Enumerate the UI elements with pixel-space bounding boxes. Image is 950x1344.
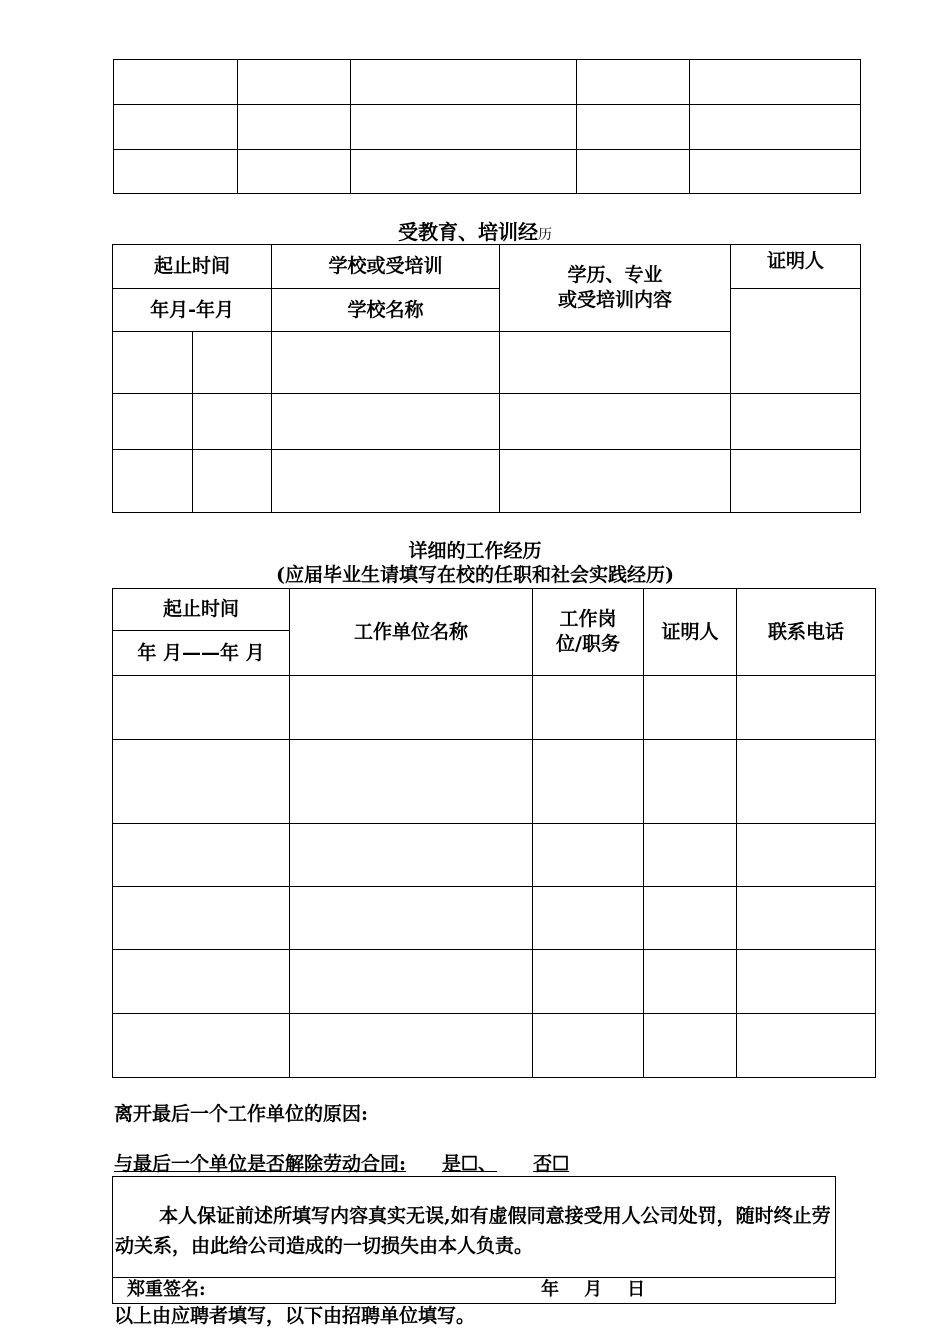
edu-header-major-line2: 或受培训内容 [558,289,673,311]
table-cell[interactable] [290,887,533,950]
table-cell[interactable] [272,450,500,513]
edu-header-school-bottom: 学校名称 [272,289,500,332]
table-cell[interactable] [113,950,290,1014]
edu-header-major [500,245,731,332]
date-month: 月 [584,1279,603,1300]
work-title: 详细的工作经历 [408,540,542,562]
date-year: 年 [541,1279,559,1300]
table-cell[interactable] [113,824,290,887]
table-cell[interactable] [272,394,500,450]
table-cell[interactable] [193,450,272,513]
contract-label: 与最后一个单位是否解除劳动合同: [114,1153,407,1175]
table-cell[interactable] [533,740,644,824]
date-day: 日 [627,1279,646,1300]
education-title-suffix: 历 [538,227,552,243]
table-cell[interactable] [577,105,690,150]
edu-header-witness: 证明人 [731,245,861,289]
work-header-position-line1: 工作岗 [559,608,617,630]
declaration-box [112,1176,836,1304]
table-cell[interactable] [533,676,644,740]
education-title-main: 受教育、培训经 [398,220,538,244]
table-cell[interactable] [533,950,644,1014]
table-cell[interactable] [737,824,876,887]
table-cell[interactable] [114,105,238,150]
education-title [0,220,950,247]
signature-label: 郑重签名: [127,1279,206,1300]
table-cell[interactable] [238,105,351,150]
signature-date [541,1278,645,1302]
footer-note: 以上由应聘者填写，以下由招聘单位填写。 [114,1305,476,1327]
table-cell[interactable] [731,289,861,394]
table-cell[interactable] [290,824,533,887]
table-cell[interactable] [577,60,690,105]
education-table [112,244,861,513]
table-cell[interactable] [737,676,876,740]
table-cell[interactable] [737,1014,876,1078]
table-cell[interactable] [238,150,351,194]
table-cell[interactable] [114,150,238,194]
table-cell[interactable] [113,887,290,950]
work-header-time-bottom: 年 月——年 月 [113,631,290,676]
contract-no-option[interactable]: 否☐ [533,1153,570,1175]
work-header-phone: 联系电话 [737,589,876,676]
table-cell[interactable] [577,150,690,194]
table-cell[interactable] [737,740,876,824]
edu-header-major-line1: 学历、专业 [567,264,663,286]
work-header-witness: 证明人 [644,589,737,676]
table-cell[interactable] [193,394,272,450]
table-cell[interactable] [351,105,577,150]
table-cell[interactable] [113,394,193,450]
table-cell[interactable] [690,60,861,105]
work-header-time-top: 起止时间 [113,589,290,631]
work-header-position [533,589,644,676]
work-table [112,588,876,1078]
table-cell[interactable] [351,150,577,194]
declaration-text: 本人保证前述所填写内容真实无误,如有虚假同意接受用人公司处罚，随时终止劳动关系，由此给公司造成的一切损失由本人负责。 [115,1205,831,1257]
table-cell[interactable] [238,60,351,105]
table-cell[interactable] [351,60,577,105]
table-cell[interactable] [272,332,500,394]
table-cell[interactable] [193,332,272,394]
table-cell[interactable] [737,887,876,950]
table-cell[interactable] [290,676,533,740]
table-cell[interactable] [290,1014,533,1078]
table-cell[interactable] [533,1014,644,1078]
work-header-company: 工作单位名称 [290,589,533,676]
table-cell[interactable] [533,887,644,950]
edu-header-school-top: 学校或受培训 [272,245,500,289]
table-cell[interactable] [290,740,533,824]
table-cell[interactable] [500,450,731,513]
table-cell[interactable] [113,740,290,824]
table-cell[interactable] [644,676,737,740]
table-cell[interactable] [731,450,861,513]
table-cell[interactable] [113,676,290,740]
work-subtitle: (应届毕业生请填写在校的任职和社会实践经历) [276,564,674,586]
table-cell[interactable] [644,887,737,950]
table-cell[interactable] [644,740,737,824]
table-cell[interactable] [690,150,861,194]
table-cell[interactable] [533,824,644,887]
work-header-position-line2: 位/职务 [556,633,620,655]
table-cell[interactable] [500,332,731,394]
table-cell[interactable] [644,824,737,887]
edu-header-time-top: 起止时间 [113,245,272,289]
table-cell[interactable] [737,950,876,1014]
table-cell[interactable] [731,394,861,450]
table-cell[interactable] [113,1014,290,1078]
declaration-divider [113,1277,835,1278]
table-cell[interactable] [644,950,737,1014]
table-cell[interactable] [114,60,238,105]
table-cell[interactable] [644,1014,737,1078]
table-cell[interactable] [690,105,861,150]
top-table [113,59,861,194]
leave-reason-label: 离开最后一个工作单位的原因: [114,1103,369,1125]
edu-header-time-bottom: 年月-年月 [113,289,272,332]
contract-yes-option[interactable]: 是☐、 [442,1153,498,1175]
table-cell[interactable] [113,450,193,513]
table-cell[interactable] [113,332,193,394]
contract-question [114,1152,569,1176]
table-cell[interactable] [500,394,731,450]
table-cell[interactable] [290,950,533,1014]
